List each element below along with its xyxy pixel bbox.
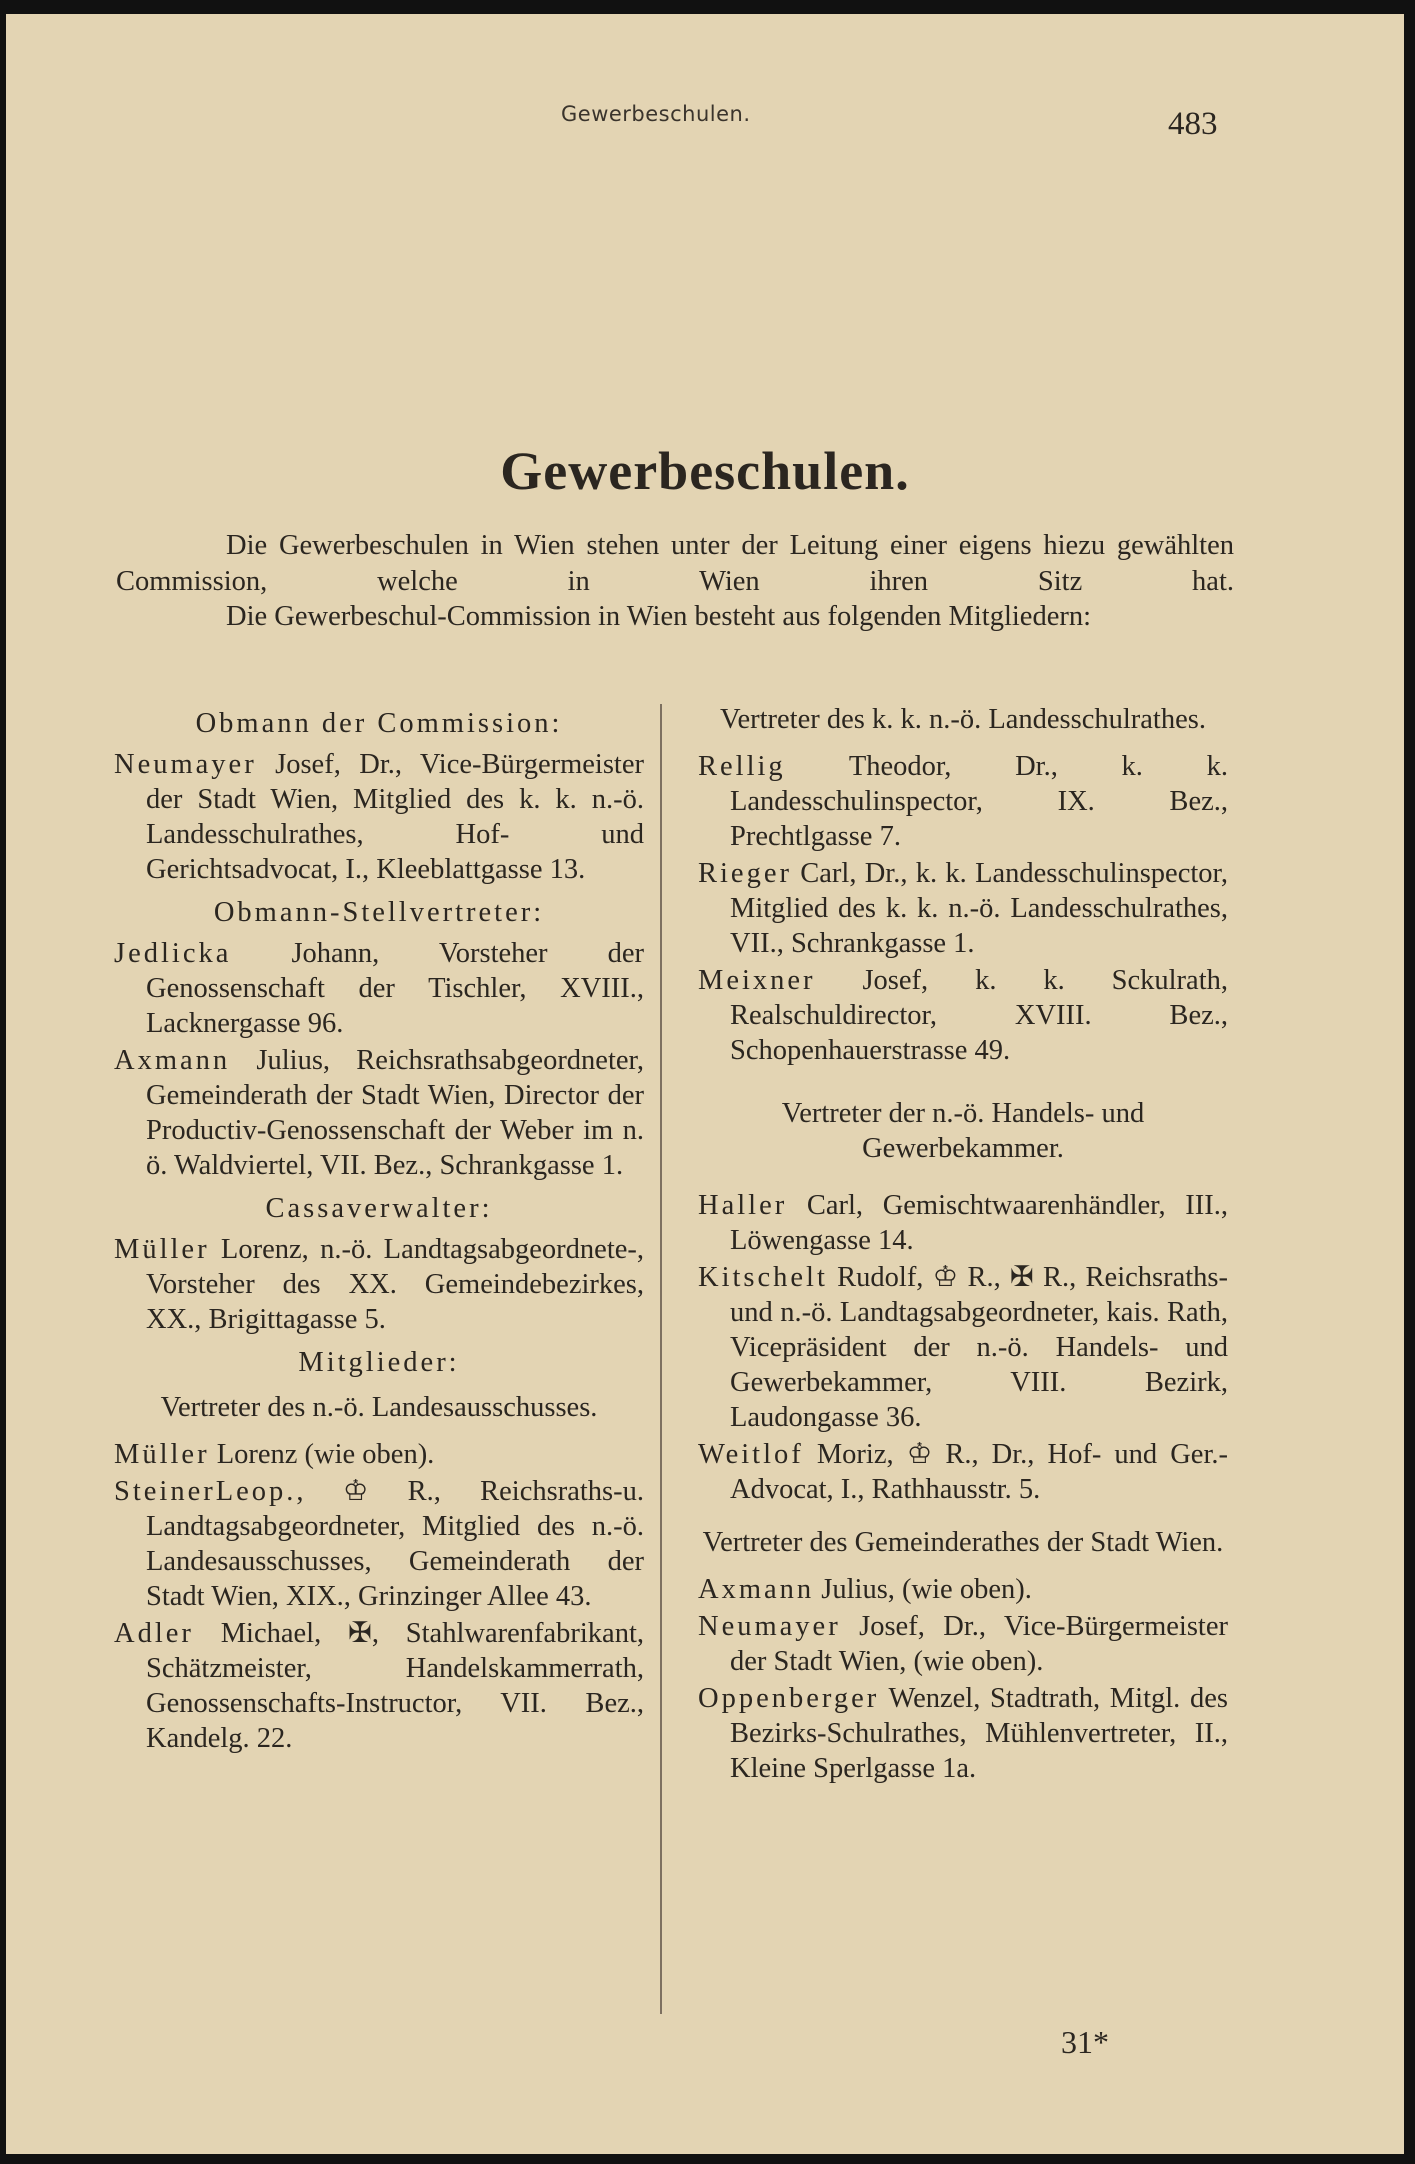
member-name: Neumayer <box>698 1611 841 1642</box>
member-name: Oppenberger <box>698 1683 880 1714</box>
member-details: Carl, Dr., k. k. Landesschulinspector, Mitglied des k. k. n.-ö. Landesschulrathes, VII., Schrankgasse 1. <box>730 858 1228 959</box>
member-name: Haller <box>698 1190 788 1221</box>
intro-text <box>116 528 1234 635</box>
member-details: Rudolf, ♔ R., ✠ R., Reichsraths- und n.-ö. Landtagsabgeordneter, kais. Rath, Vicepräsident der n.-ö. Handels- und Gewerbekammer, VIII. Bezirk, Laudongasse 36. <box>730 1262 1228 1433</box>
member-entry <box>698 963 1228 1068</box>
member-name: Müller <box>114 1439 210 1470</box>
member-details: Julius, (wie oben). <box>814 1574 1032 1605</box>
member-entry <box>114 1616 644 1756</box>
member-entry <box>698 1572 1228 1607</box>
member-name: Axmann <box>114 1045 231 1076</box>
member-entry <box>698 1681 1228 1786</box>
member-details: Josef, Dr., Vice-Bürgermeister der Stadt Wien, Mitglied des k. k. n.-ö. Landesschulrathes, Hof- und Gerichtsadvocat, I., Kleeblattgasse 13. <box>146 749 644 885</box>
member-entry <box>114 1474 644 1614</box>
subsection-heading: Vertreter des n.-ö. Landesausschusses. <box>160 1392 598 1423</box>
subsection-heading: Vertreter der n.-ö. Handels- und Gewerbekammer. <box>781 1098 1145 1164</box>
intro-paragraph: Die Gewerbeschulen in Wien stehen unter der Leitung einer eigens hiezu gewählten Commission, welche in Wien ihren Sitz hat. <box>116 530 1234 597</box>
running-title: Gewerbeschulen. <box>561 102 751 126</box>
page-number: 483 <box>1168 106 1218 142</box>
right-column <box>698 702 1228 1788</box>
subsection-heading: Vertreter des Gemeinderathes der Stadt Wien. <box>702 1527 1224 1558</box>
member-entry <box>698 1260 1228 1435</box>
member-details: Josef, k. k. Sckulrath, Realschuldirector, XVIII. Bez., Schopenhauerstrasse 49. <box>730 965 1228 1066</box>
member-details: Wenzel, Stadtrath, Mitgl. des Bezirks-Schulrathes, Mühlenvertreter, II., Kleine Sperlgasse 1a. <box>730 1683 1228 1784</box>
member-name: Adler <box>114 1618 194 1649</box>
member-name: Kitschelt <box>698 1262 828 1293</box>
member-name: Rellig <box>698 751 786 782</box>
sheet-signature: 31* <box>1061 2024 1109 2060</box>
member-entry <box>114 1437 644 1472</box>
member-details: Moriz, ♔ R., Dr., Hof- und Ger.-Advocat, I., Rathhausstr. 5. <box>730 1439 1228 1505</box>
member-details: Johann, Vorsteher der Genossenschaft der Tischler, XVIII., Lacknergasse 96. <box>146 938 644 1039</box>
member-name: Rieger <box>698 858 792 889</box>
member-details: Michael, ✠, Stahlwarenfabrikant, Schätzmeister, Handelskammerrath, Genossenschafts-Instructor, VII. Bez., Kandelg. 22. <box>146 1618 644 1754</box>
page-title: Gewerbeschulen. <box>500 441 910 501</box>
member-entry <box>114 747 644 887</box>
column-divider <box>660 704 662 2014</box>
member-name: Weitlof <box>698 1439 804 1470</box>
member-entry <box>114 936 644 1041</box>
member-entry <box>114 1232 644 1337</box>
member-details: Lorenz, n.-ö. Landtagsabgeordnete-, Vorsteher des XX. Gemeindebezirkes, XX., Brigittagasse 5. <box>146 1234 644 1335</box>
member-name: Neumayer <box>114 749 257 780</box>
member-entry <box>698 856 1228 961</box>
intro-paragraph: Die Gewerbeschul-Commission in Wien besteht aus folgenden Mitgliedern: <box>226 601 1092 632</box>
section-heading: Cassaverwalter: <box>265 1193 493 1224</box>
member-details: Lorenz (wie oben). <box>209 1439 435 1470</box>
member-name: SteinerLeop. <box>114 1476 297 1507</box>
left-column <box>114 698 644 1758</box>
member-details: Carl, Gemischtwaarenhändler, III., Löwengasse 14. <box>730 1190 1228 1256</box>
member-entry <box>698 1437 1228 1507</box>
member-details: Theodor, Dr., k. k. Landesschulinspector, IX. Bez., Prechtlgasse 7. <box>730 751 1228 852</box>
member-details: Julius, Reichsrathsabgeordneter, Gemeinderath der Stadt Wien, Director der Productiv-Genossenschaft der Weber im n. ö. Waldviertel, VII. Bez., Schrankgasse 1. <box>146 1045 644 1181</box>
member-name: Jedlicka <box>114 938 232 969</box>
subsection-heading: Vertreter des k. k. n.-ö. Landesschulrathes. <box>720 704 1206 735</box>
member-name: Meixner <box>698 965 816 996</box>
member-entry <box>114 1043 644 1183</box>
member-details: , ♔ R., Reichsraths-u. Landtagsabgeordneter, Mitglied des n.-ö. Landesausschusses, Gemeinderath der Stadt Wien, XIX., Grinzinger Allee 43. <box>146 1476 644 1612</box>
member-entry <box>698 749 1228 854</box>
member-name: Axmann <box>698 1574 815 1605</box>
member-name: Müller <box>114 1234 210 1265</box>
page <box>6 14 1404 2154</box>
member-entry <box>698 1609 1228 1679</box>
section-heading: Mitglieder: <box>298 1347 460 1378</box>
section-heading: Obmann-Stellvertreter: <box>213 897 545 928</box>
member-details: Josef, Dr., Vice-Bürgermeister der Stadt Wien, (wie oben). <box>730 1611 1228 1677</box>
section-heading: Obmann der Commission: <box>195 708 563 739</box>
member-entry <box>698 1188 1228 1258</box>
